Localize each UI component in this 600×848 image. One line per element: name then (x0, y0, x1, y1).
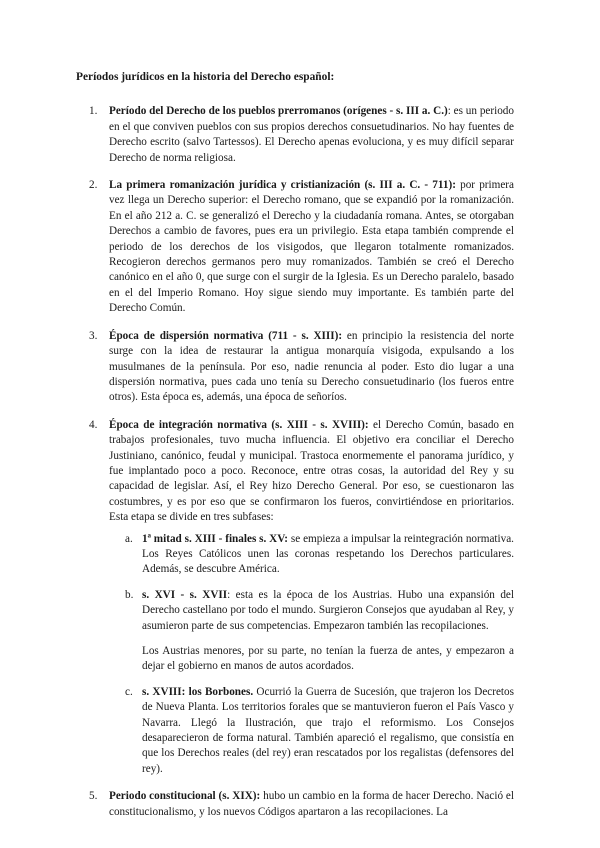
subphase-extra-paragraph: Los Austrias menores, por su parte, no tenían la fuerza de antes, y empezaron a dejar el gobierno en manos de autos acordados. (142, 645, 514, 673)
period-heading: La primera romanización jurídica y cristianización (s. III a. C. - 711): (109, 179, 456, 192)
subphase-item-c (109, 685, 514, 777)
document-title: Períodos jurídicos en la historia del Derecho español: (76, 71, 335, 83)
subphase-list (109, 532, 514, 778)
item-number: 2. (89, 179, 98, 192)
item-number: 3. (89, 329, 98, 342)
item-number: 4. (89, 418, 98, 431)
period-item-5 (76, 789, 514, 820)
subphase-item-a (109, 532, 514, 578)
period-item-1 (76, 104, 514, 166)
period-heading: Época de integración normativa (s. XIII - s. XVIII): (109, 418, 369, 431)
subphase-heading: s. XVI - s. XVII (142, 588, 228, 601)
period-text: el Derecho Común, basado en trabajos profesionales, tuvo mucha influencia. El objetivo era conciliar el Derecho Justiniano, canónico, feudal y municipal. Trastoca enormemente el panorama jurídico, y fue implantado poco a poco. Reconoce, entre otras cosas, la autoridad del Rey y su capacidad de legislar. Así, el Rey hizo Derecho General. Por eso, se cuestionaron las costumbres, y es por eso que se confirmaron los fueros, convirtiéndose en prioritarios. Esta etapa se divide en tres subfases: (109, 418, 514, 524)
period-heading: Época de dispersión normativa (711 - s. XIII): (109, 329, 343, 342)
periods-list (76, 104, 514, 820)
period-item-2 (76, 178, 514, 317)
period-text: en principio la resistencia del norte surge con la idea de restaurar la antigua monarquía visigoda, expulsando a los musulmanes de la península. Por eso, nadie renuncia al poder. Esto dio lugar a una dispersión normativa, pues cada uno tenía su Derecho consuetudinario (los fueros entre otros). Esta época es, además, una época de señoríos. (109, 329, 514, 404)
subphase-letter: c. (125, 685, 133, 698)
subphase-text: Ocurrió la Guerra de Sucesión, que trajeron los Decretos de Nueva Planta. Los territorios forales que se mantuvieron fueron el País Vasco y Navarra. Llegó la Ilustración, que trajo el reformismo. Los Consejos desaparecieron de forma natural. También apareció el regalismo, que consistía en que los Derechos reales (del rey) eran rescatados por los regalistas (defensores del rey). (142, 685, 514, 775)
subphase-text: : esta es la época de los Austrias. Hubo una expansión del Derecho castellano por todo el mundo. Surgieron Consejos que ayudaban al Rey, y asumieron parte de sus competencias. Empezaron también las recopilaciones. (142, 588, 514, 632)
period-text: hubo un cambio en la forma de hacer Derecho. Nació el constitucionalismo, y los nuevos Códigos apartaron a las recopilaciones. La (109, 790, 514, 818)
item-number: 1. (89, 105, 98, 118)
period-text: : es un periodo en el que conviven pueblos con sus propios derechos consuetudinarios. No hay fuentes de Derecho escrito (salvo Tartessos). El Derecho apenas evoluciona, y es muy difícil separar Derecho de norma religiosa. (109, 105, 514, 164)
item-number: 5. (89, 790, 98, 803)
subphase-letter: a. (125, 532, 133, 545)
period-text: por primera vez llega un Derecho superior: el Derecho romano, que se expandió por la romanización. En el año 212 a. C. se generalizó el Derecho y la ciudadanía romana. Antes, se otorgaban Derechos a cambio de favores, pues era un privilegio. Esta etapa también comprende el periodo de los derechos de los visigodos, que llegaron totalmente romanizados. Recogieron derechos germanos pero muy romanizados. También se creó el Derecho canónico en el año 0, que surge con el surgir de la Iglesia. Es un Derecho paralelo, basado en el del Imperio Romano. Hoy sigue siendo muy importante. Es también parte del Derecho Común. (109, 179, 514, 315)
subphase-heading: 1ª mitad s. XIII - finales s. XV: (142, 532, 289, 545)
period-item-4 (76, 418, 514, 778)
period-item-3 (76, 329, 514, 406)
subphase-heading: s. XVIII: los Borbones. (142, 685, 254, 698)
period-heading: Período del Derecho de los pueblos prerromanos (orígenes - s. III a. C.) (109, 105, 448, 118)
subphase-item-b (109, 588, 514, 675)
subphase-text: se empieza a impulsar la reintegración normativa. Los Reyes Católicos unen las coronas respetando los Derechos particulares. Además, se descubre América. (142, 532, 514, 576)
subphase-letter: b. (125, 588, 134, 601)
period-heading: Periodo constitucional (s. XIX): (109, 790, 261, 803)
